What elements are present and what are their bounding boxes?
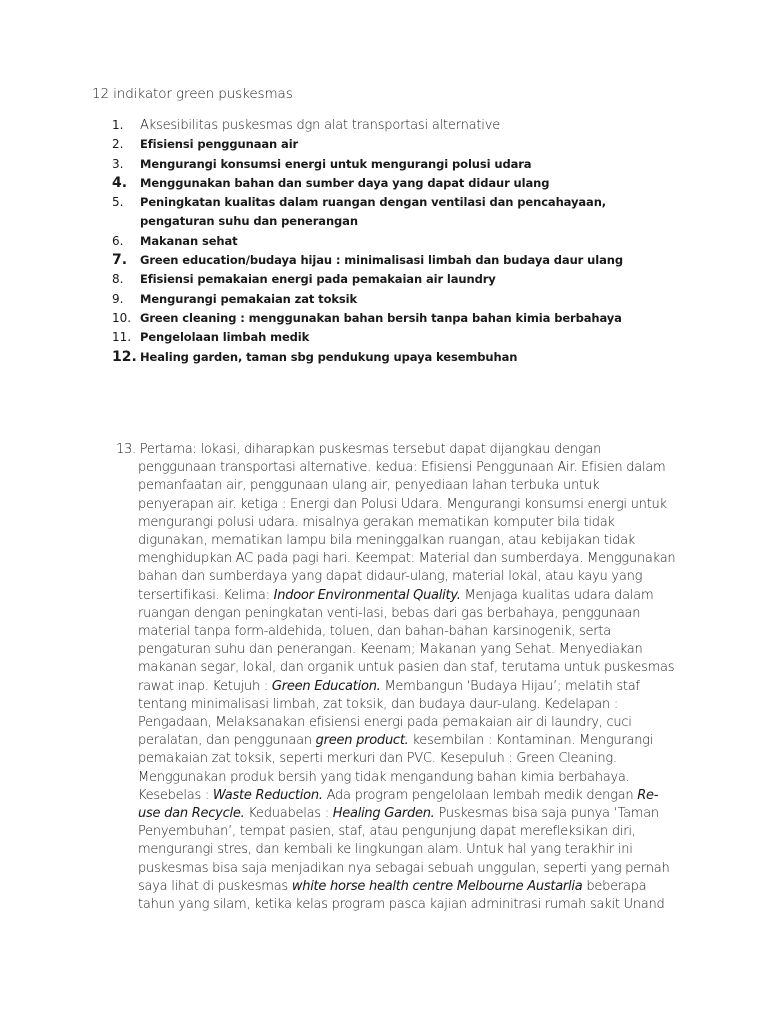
- paragraph-line: [116, 841, 676, 859]
- italic-text: Green Education.: [271, 678, 381, 694]
- text-span: digunakan, mematikan lampu bila meninggalkan ruangan, atau kebijakan tidak: [138, 533, 636, 549]
- list-item-number: 3.: [112, 156, 124, 171]
- text-span: Kesebelas :: [138, 787, 213, 803]
- paragraph-line: [116, 787, 676, 805]
- document-heading: 12 indikator green puskesmas: [92, 86, 293, 102]
- list-item-number: 9.: [112, 291, 124, 306]
- list-item-text: Makanan sehat: [140, 233, 238, 248]
- paragraph-line: [116, 769, 676, 787]
- text-span: pengaturan suhu dan penerangan. Keenam; Makanan yang Sehat. Menyediakan: [138, 642, 643, 658]
- text-span: rawat inap. Ketujuh :: [138, 678, 272, 694]
- text-span: makanan segar, lokal, dan organik untuk pasien dan staf, terutama untuk puskesmas: [138, 660, 675, 676]
- paragraph-line: [116, 805, 676, 823]
- paragraph-line: [116, 896, 676, 914]
- text-span: beberapa: [582, 878, 647, 894]
- list-item-text: Aksesibilitas puskesmas dgn alat transportasi alternative: [140, 118, 501, 133]
- text-span: saya lihat di puskesmas: [138, 878, 292, 894]
- list-item-text: Green education/budaya hijau : minimalisasi limbah dan budaya daur ulang: [140, 253, 623, 268]
- italic-text: white horse health centre Melbourne Austarlia: [291, 878, 583, 894]
- text-span: pemanfaatan air, penggunaan ulang air, penyediaan lahan terbuka untuk: [138, 478, 600, 494]
- list-item: [112, 174, 672, 193]
- indicator-list: [112, 116, 672, 367]
- italic-text: Waste Reduction.: [212, 787, 323, 803]
- text-span: tentang minimalisasi limbah, zat toksik, dan budaya daur-ulang. Kedelapan :: [138, 696, 618, 712]
- list-item: [112, 193, 672, 232]
- list-item: [112, 251, 672, 270]
- text-span: Menggunakan produk bersih yang tidak mengandung bahan kimia berbahaya.: [138, 769, 630, 785]
- paragraph-line: [116, 441, 676, 459]
- list-item-number: 2.: [112, 137, 124, 152]
- paragraph-line: [116, 568, 676, 586]
- paragraph-line: [116, 732, 676, 750]
- text-span: penggunaan transportasi alternative. kedua: Efisiensi Penggunaan Air. Efisien dalam: [138, 460, 666, 476]
- paragraph-line: [116, 750, 676, 768]
- paragraph-line: [116, 605, 676, 623]
- text-span: Pengadaan, Melaksanakan efisiensi energi pada pemakaian air di laundry, cuci: [138, 715, 632, 731]
- list-item-text: Mengurangi konsumsi energi untuk mengurangi polusi udara: [140, 156, 532, 171]
- list-item: [112, 135, 672, 154]
- list-item-text: Peningkatan kualitas dalam ruangan dengan ventilasi dan pencahayaan, pengaturan suhu dan penerangan: [140, 195, 607, 229]
- paragraph-line: [116, 860, 676, 878]
- list-item-number: 1.: [112, 118, 124, 132]
- text-span: ruangan dengan peningkatan venti-lasi, bebas dari gas berbahaya, penggunaan: [138, 605, 641, 621]
- list-item: [112, 348, 672, 367]
- list-item: [112, 290, 672, 309]
- paragraph-line: [116, 496, 676, 514]
- text-span: mengurangi polusi udara. misalnya gerakan mematikan komputer bila tidak: [138, 514, 615, 530]
- text-span: bahan dan sumberdaya yang dapat didaur-ulang, material lokal, atau kayu yang: [138, 569, 643, 585]
- list-item-number: 4.: [112, 174, 128, 191]
- paragraph-line: [116, 550, 676, 568]
- paragraph-line: [116, 823, 676, 841]
- paragraph-line: [116, 477, 676, 495]
- list-item: [112, 232, 672, 251]
- list-item-text: Healing garden, taman sbg pendukung upaya kesembuhan: [140, 349, 518, 364]
- list-item: [112, 270, 672, 289]
- text-span: mengurangi stres, dan kembali ke lingkungan alam. Untuk hal yang terakhir ini: [138, 842, 633, 858]
- list-item-text: Mengurangi pemakaian zat toksik: [140, 291, 358, 306]
- list-item: [112, 328, 672, 347]
- paragraph-line: [116, 623, 676, 641]
- paragraph-line: [116, 514, 676, 532]
- text-span: kesembilan : Kontaminan. Mengurangi: [408, 733, 654, 749]
- list-item: [112, 116, 672, 135]
- paragraph-line: [116, 459, 676, 477]
- italic-text: green product.: [315, 733, 409, 749]
- list-item-text: Menggunakan bahan dan sumber daya yang dapat didaur ulang: [140, 175, 550, 190]
- paragraph-line: [116, 659, 676, 677]
- paragraph-line: [116, 532, 676, 550]
- italic-text: use dan Recycle.: [138, 806, 245, 822]
- list-item-number: 7.: [112, 252, 128, 269]
- list-item-text: Efisiensi pemakaian energi pada pemakaian air laundry: [140, 272, 496, 287]
- paragraph-line: [116, 696, 676, 714]
- text-span: Puskesmas bisa saja punya ‘Taman: [434, 806, 659, 822]
- list-item-number: 10.: [112, 310, 132, 325]
- list-item: [112, 309, 672, 328]
- text-span: tersertifikasi. Kelima:: [138, 587, 274, 603]
- paragraph-line: [116, 878, 676, 896]
- text-span: tahun yang silam, ketika kelas program pasca kajian adminitrasi rumah sakit Unand: [138, 897, 665, 913]
- text-span: material tanpa form-aldehida, toluen, dan bahan-bahan karsinogenik, serta: [138, 624, 611, 640]
- text-span: puskesmas bisa saja menjadikan nya sebagai sebuah unggulan, seperti yang pernah: [138, 860, 670, 876]
- list-item-text: Pengelolaan limbah medik: [140, 330, 310, 345]
- paragraph-line: [116, 587, 676, 605]
- text-span: pemakaian zat toksik, seperti merkuri dan PVC. Kesepuluh : Green Cleaning.: [138, 751, 617, 767]
- text-span: Ada program pengelolaan lembah medik dengan: [322, 787, 638, 803]
- paragraph-line: [116, 714, 676, 732]
- text-span: Keduabelas :: [244, 806, 333, 822]
- list-item-text: Efisiensi penggunaan air: [140, 137, 299, 152]
- paragraph-line: [116, 641, 676, 659]
- italic-text: Re-: [637, 787, 659, 803]
- list-item-number: 5.: [112, 195, 124, 210]
- italic-text: Indoor Environmental Quality.: [273, 587, 461, 603]
- explanation-paragraph: [116, 441, 676, 914]
- list-item-number: 12.: [112, 348, 137, 365]
- list-item-number: 6.: [112, 233, 124, 248]
- italic-text: Healing Garden.: [332, 806, 435, 822]
- list-item-number: 11.: [112, 330, 132, 345]
- paragraph-line: [116, 678, 676, 696]
- text-span: Penyembuhan’, tempat pasien, staf, atau pengunjung dapat merefleksikan diri,: [138, 824, 636, 840]
- text-span: Menjaga kualitas udara dalam: [460, 587, 654, 603]
- list-item: [112, 155, 672, 174]
- list-item-text: Green cleaning : menggunakan bahan bersih tanpa bahan kimia berbahaya: [140, 310, 622, 325]
- list-item-number: 8.: [112, 272, 124, 287]
- text-span: Membangun ‘Budaya Hijau’; melatih staf: [380, 678, 640, 694]
- text-span: penyerapan air. ketiga : Energi dan Polusi Udara. Mengurangi konsumsi energi untuk: [138, 496, 667, 512]
- text-span: peralatan, dan penggunaan: [138, 733, 316, 749]
- text-span: 13. Pertama: lokasi, diharapkan puskesmas tersebut dapat dijangkau dengan: [116, 442, 602, 457]
- text-span: menghidupkan AC pada pagi hari. Keempat: Material dan sumberdaya. Menggunakan: [138, 551, 676, 567]
